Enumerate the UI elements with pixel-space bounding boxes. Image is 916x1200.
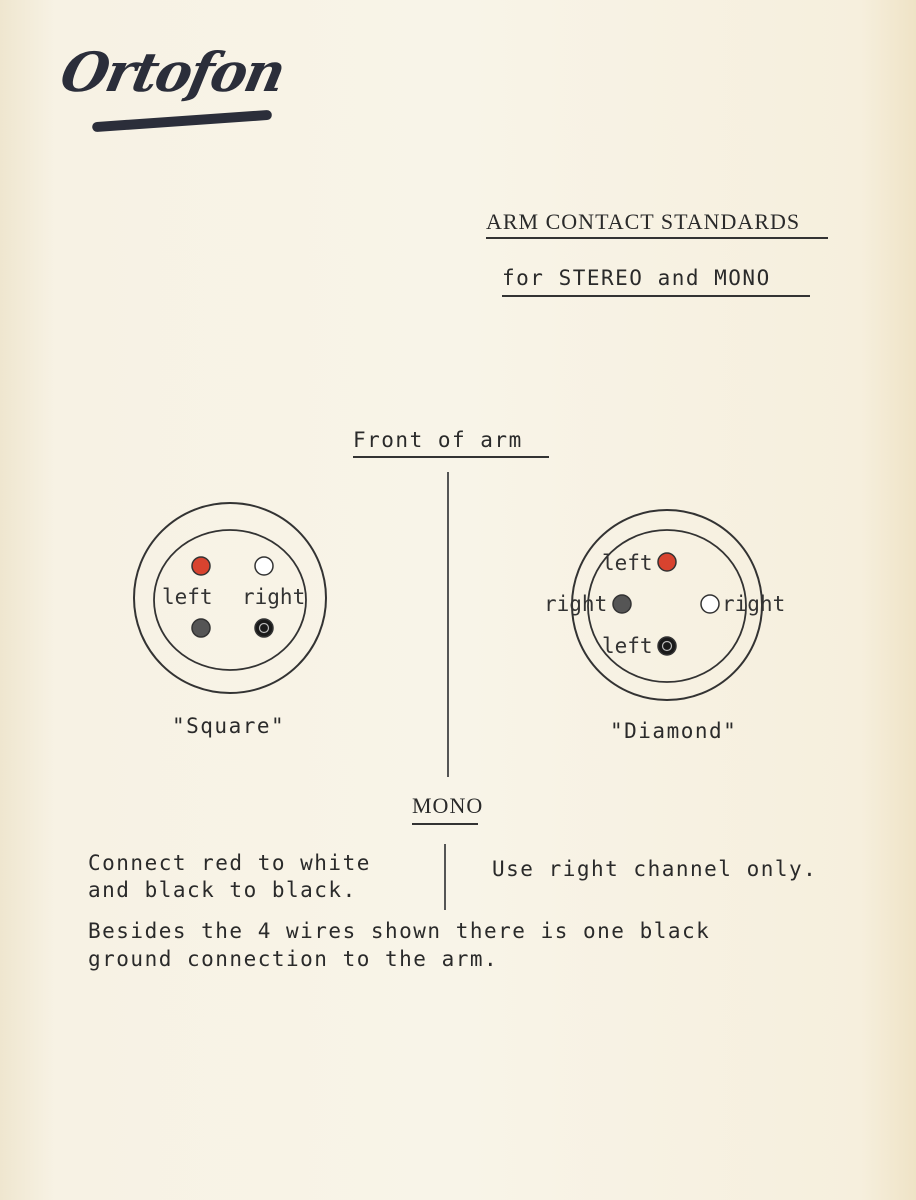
diamond-left-label: right bbox=[544, 592, 608, 616]
diamond-top-label: left bbox=[602, 551, 653, 575]
mono-square-line2: and black to black. bbox=[88, 878, 357, 902]
square-caption: "Square" bbox=[172, 714, 286, 738]
footnote-line1: Besides the 4 wires shown there is one black bbox=[88, 919, 711, 943]
square-pin-black bbox=[255, 619, 273, 637]
square-pin-white bbox=[255, 557, 273, 575]
mono-diamond-instruction: Use right channel only. bbox=[492, 857, 818, 881]
ortofon-logo bbox=[55, 40, 290, 135]
diamond-right-label: right bbox=[722, 592, 786, 616]
diamond-pin-red bbox=[658, 553, 676, 571]
diamond-bottom-label: left bbox=[602, 634, 653, 658]
logo-wordmark: Ortofon bbox=[55, 40, 290, 104]
diamond-diagram bbox=[530, 500, 820, 710]
square-pin-gray bbox=[192, 619, 210, 637]
document-subtitle: for STEREO and MONO bbox=[502, 266, 771, 290]
diamond-pin-white bbox=[701, 595, 719, 613]
front-of-arm-label: Front of arm bbox=[353, 428, 523, 452]
subtitle-underline bbox=[502, 295, 810, 297]
title-underline bbox=[486, 237, 828, 239]
diamond-caption: "Diamond" bbox=[610, 719, 738, 743]
mono-heading: MONO bbox=[412, 793, 484, 818]
center-divider bbox=[447, 472, 449, 777]
front-label-underline bbox=[353, 456, 549, 458]
mono-underline bbox=[412, 823, 478, 825]
footnote-line2: ground connection to the arm. bbox=[88, 947, 499, 971]
mono-square-line1: Connect red to white bbox=[88, 851, 371, 875]
diamond-pin-black bbox=[658, 637, 676, 655]
square-left-label: left bbox=[162, 585, 213, 609]
document-title: ARM CONTACT STANDARDS bbox=[486, 209, 801, 234]
square-diagram bbox=[120, 498, 350, 708]
square-pin-red bbox=[192, 557, 210, 575]
square-right-label: right bbox=[242, 585, 306, 609]
logo-swash bbox=[92, 110, 272, 133]
mono-divider bbox=[444, 844, 446, 910]
diamond-pin-gray bbox=[613, 595, 631, 613]
